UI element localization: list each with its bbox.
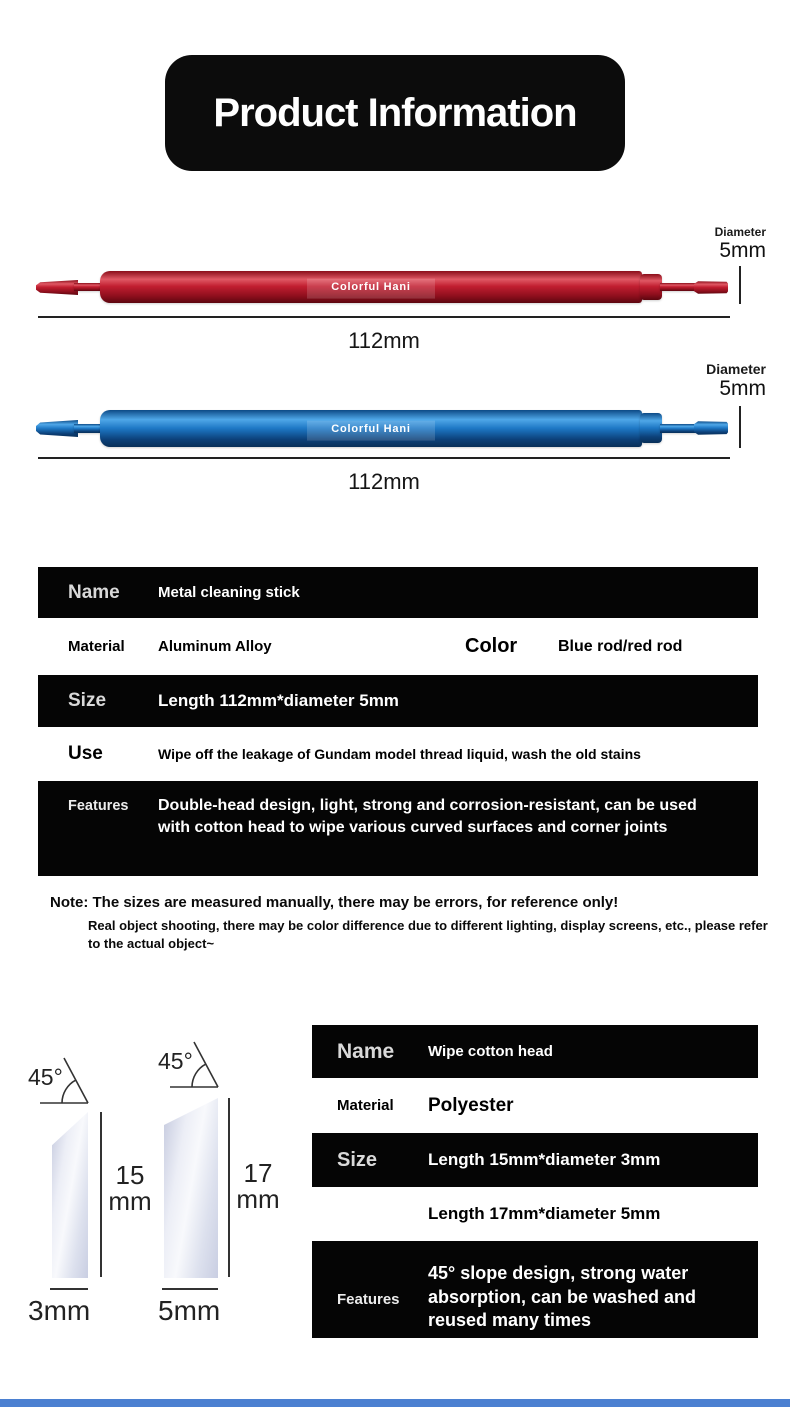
cotton-row-name [312, 1025, 758, 1078]
red-rod-collar [640, 274, 662, 300]
spec-row-features [38, 781, 758, 876]
brand-text: Colorful Hani [331, 281, 411, 293]
diameter-label: Diameter [714, 225, 766, 239]
diameter-value: 5mm [719, 239, 766, 263]
row-label: Features [337, 1291, 400, 1308]
red-rod-length-value: 112mm [348, 328, 420, 353]
row-value: Length 17mm*diameter 5mm [428, 1204, 661, 1223]
row-value: Double-head design, light, strong and corrosion-resistant, can be used with cotton head to wipe various curved surfaces and corner joints [158, 797, 697, 837]
spec-row-size [38, 675, 758, 727]
red-rod-right-tip [694, 281, 728, 294]
row-label: Size [68, 690, 107, 711]
row-value: Polyester [428, 1094, 514, 1116]
red-rod-body [100, 271, 642, 303]
blue-rod-length-value: 112mm [348, 469, 420, 494]
row-label: Name [68, 581, 120, 603]
row-label: Size [337, 1148, 378, 1171]
red-rod-length-line [38, 316, 730, 318]
red-rod-left-tip [36, 280, 78, 295]
page-title: Product Information [213, 90, 577, 135]
blue-rod-collar [640, 413, 662, 443]
blue-rod-length-line [38, 457, 730, 459]
height-value: 15 [115, 1160, 145, 1190]
cotton-head-shape-3mm [52, 1112, 88, 1278]
diameter-label-a: 3mm [28, 1295, 91, 1326]
row-label: Name [337, 1039, 395, 1063]
diameter-label-b: 5mm [158, 1295, 221, 1326]
cotton-row-size [312, 1133, 758, 1187]
row-label: Use [68, 743, 103, 764]
color-value: Blue rod/red rod [558, 637, 683, 655]
red-rod-brand-area [100, 271, 642, 303]
row-value: Wipe off the leakage of Gundam model thread liquid, wash the old stains [158, 745, 641, 762]
row-label: Material [337, 1097, 394, 1114]
red-rod-diameter-label [715, 226, 766, 262]
angle-value-b: 45° [158, 1048, 193, 1074]
color-label: Color [465, 635, 518, 657]
row-label: Material [68, 638, 125, 655]
blue-rod-right-shaft [660, 424, 698, 433]
row-value: Length 112mm*diameter 5mm [158, 691, 399, 710]
row-value: 45° slope design, strong water absorption, can be washed and reused many times [428, 1263, 697, 1331]
row-label: Features [68, 798, 129, 814]
width-tick-a [50, 1288, 88, 1290]
angle-45-icon [168, 1040, 220, 1090]
height-label-a [102, 1162, 158, 1214]
cotton-head-shape-5mm [164, 1098, 218, 1278]
row-value: Aluminum Alloy [158, 638, 272, 655]
blue-rod-left-tip [36, 420, 78, 437]
row-value: Wipe cotton head [428, 1043, 553, 1060]
note-line2: Real object shooting, there may be color difference due to different lighting, display screens, etc., please refer to the actual object~ [88, 918, 768, 952]
blue-rod-diameter-label [706, 362, 766, 400]
blue-rod-right-tip [694, 421, 728, 435]
cotton-row-features [312, 1241, 758, 1338]
red-rod-diameter-tick [739, 266, 741, 304]
row-value: Length 15mm*diameter 3mm [428, 1150, 661, 1169]
cotton-row-size2 [312, 1187, 758, 1241]
spec-row-use [38, 727, 758, 781]
diameter-label: Diameter [706, 361, 766, 377]
height-label-b [230, 1160, 286, 1212]
height-unit: mm [108, 1186, 152, 1216]
height-unit: mm [236, 1184, 280, 1214]
row-value: Metal cleaning stick [158, 584, 300, 601]
angle-45-icon [38, 1056, 90, 1106]
blue-rod-diameter-tick [739, 406, 741, 448]
spec-row-name [38, 567, 758, 618]
blue-rod-brand-area [100, 410, 642, 447]
spec-row-material-color [38, 618, 758, 675]
note-line1: Note: The sizes are measured manually, there may be errors, for reference only! [50, 894, 619, 911]
bottom-accent-bar [0, 1399, 790, 1407]
cotton-row-material [312, 1078, 758, 1133]
page-title-banner [165, 55, 625, 171]
angle-value-a: 45° [28, 1064, 63, 1090]
width-tick-b [162, 1288, 218, 1290]
red-rod-right-shaft [660, 283, 698, 291]
height-value: 17 [243, 1158, 273, 1188]
brand-text: Colorful Hani [331, 422, 411, 435]
blue-rod-body [100, 410, 642, 447]
diameter-value: 5mm [719, 377, 766, 401]
